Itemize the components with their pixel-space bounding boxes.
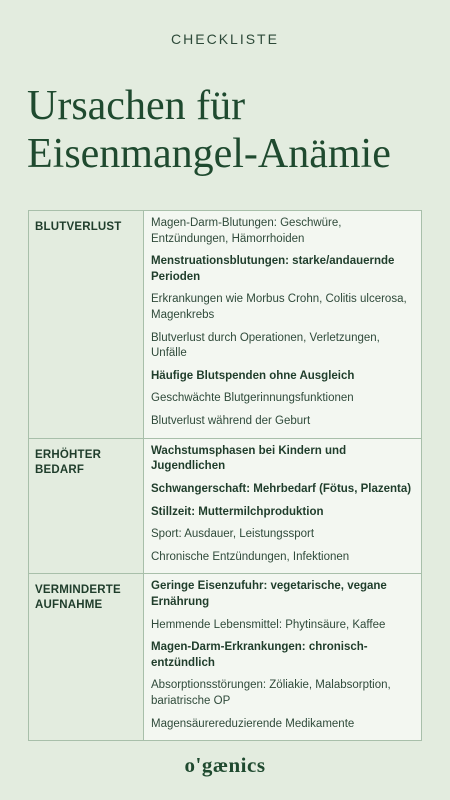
eyebrow-label: CHECKLISTE bbox=[171, 31, 279, 47]
page-title-line-1: Ursachen für bbox=[27, 83, 246, 129]
brand-logo: o'gænics bbox=[184, 753, 266, 777]
cause-item: Magen-Darm-Blutungen: Geschwüre, Entzündungen, Hämorrhoiden bbox=[151, 217, 342, 245]
items-cell bbox=[144, 574, 422, 741]
page-title bbox=[27, 82, 437, 178]
cause-item: Blutverlust während der Geburt bbox=[151, 415, 311, 428]
causes-table-body bbox=[29, 211, 422, 741]
cause-item: Magensäurereduzierende Medikamente bbox=[151, 717, 355, 730]
items-cell bbox=[144, 438, 422, 574]
cause-item: Wachstumsphasen bei Kindern und Jugendlichen bbox=[151, 444, 347, 473]
cause-item: Geringe Eisenzufuhr: vegetarische, vegane Ernährung bbox=[151, 580, 387, 608]
section-row bbox=[29, 438, 422, 574]
cause-item: Schwangerschaft: Mehrbedarf (Fötus, Plazenta) bbox=[151, 482, 412, 495]
category-cell: ERHÖHTER BEDARF bbox=[29, 438, 144, 574]
cause-item: Erkrankungen wie Morbus Crohn, Colitis ulcerosa, Magenkrebs bbox=[151, 293, 407, 321]
cause-item: Sport: Ausdauer, Leistungssport bbox=[151, 528, 315, 541]
category-cell: VERMINDERTE AUFNAHME bbox=[29, 574, 144, 741]
items-cell bbox=[144, 211, 422, 439]
cause-item: Absorptionsstörungen: Zöliakie, Malabsorption, bariatrische OP bbox=[151, 679, 391, 707]
causes-table bbox=[28, 210, 422, 741]
cause-item: Stillzeit: Muttermilchproduktion bbox=[151, 505, 324, 518]
section-row bbox=[29, 574, 422, 741]
cause-item: Magen-Darm-Erkrankungen: chronisch-entzündlich bbox=[151, 641, 368, 669]
section-row bbox=[29, 211, 422, 439]
cause-item: Geschwächte Blutgerinnungsfunktionen bbox=[151, 392, 354, 405]
cause-item: Häufige Blutspenden ohne Ausgleich bbox=[151, 369, 355, 382]
cause-item: Hemmende Lebensmittel: Phytinsäure, Kaffee bbox=[151, 618, 386, 631]
page-title-line-2: Eisenmangel-Anämie bbox=[27, 131, 391, 177]
cause-item: Menstruationsblutungen: starke/andauernde Perioden bbox=[151, 255, 395, 283]
category-cell: BLUTVERLUST bbox=[29, 211, 144, 439]
cause-item: Chronische Entzündungen, Infektionen bbox=[151, 550, 350, 563]
cause-item: Blutverlust durch Operationen, Verletzungen, Unfälle bbox=[151, 331, 380, 360]
